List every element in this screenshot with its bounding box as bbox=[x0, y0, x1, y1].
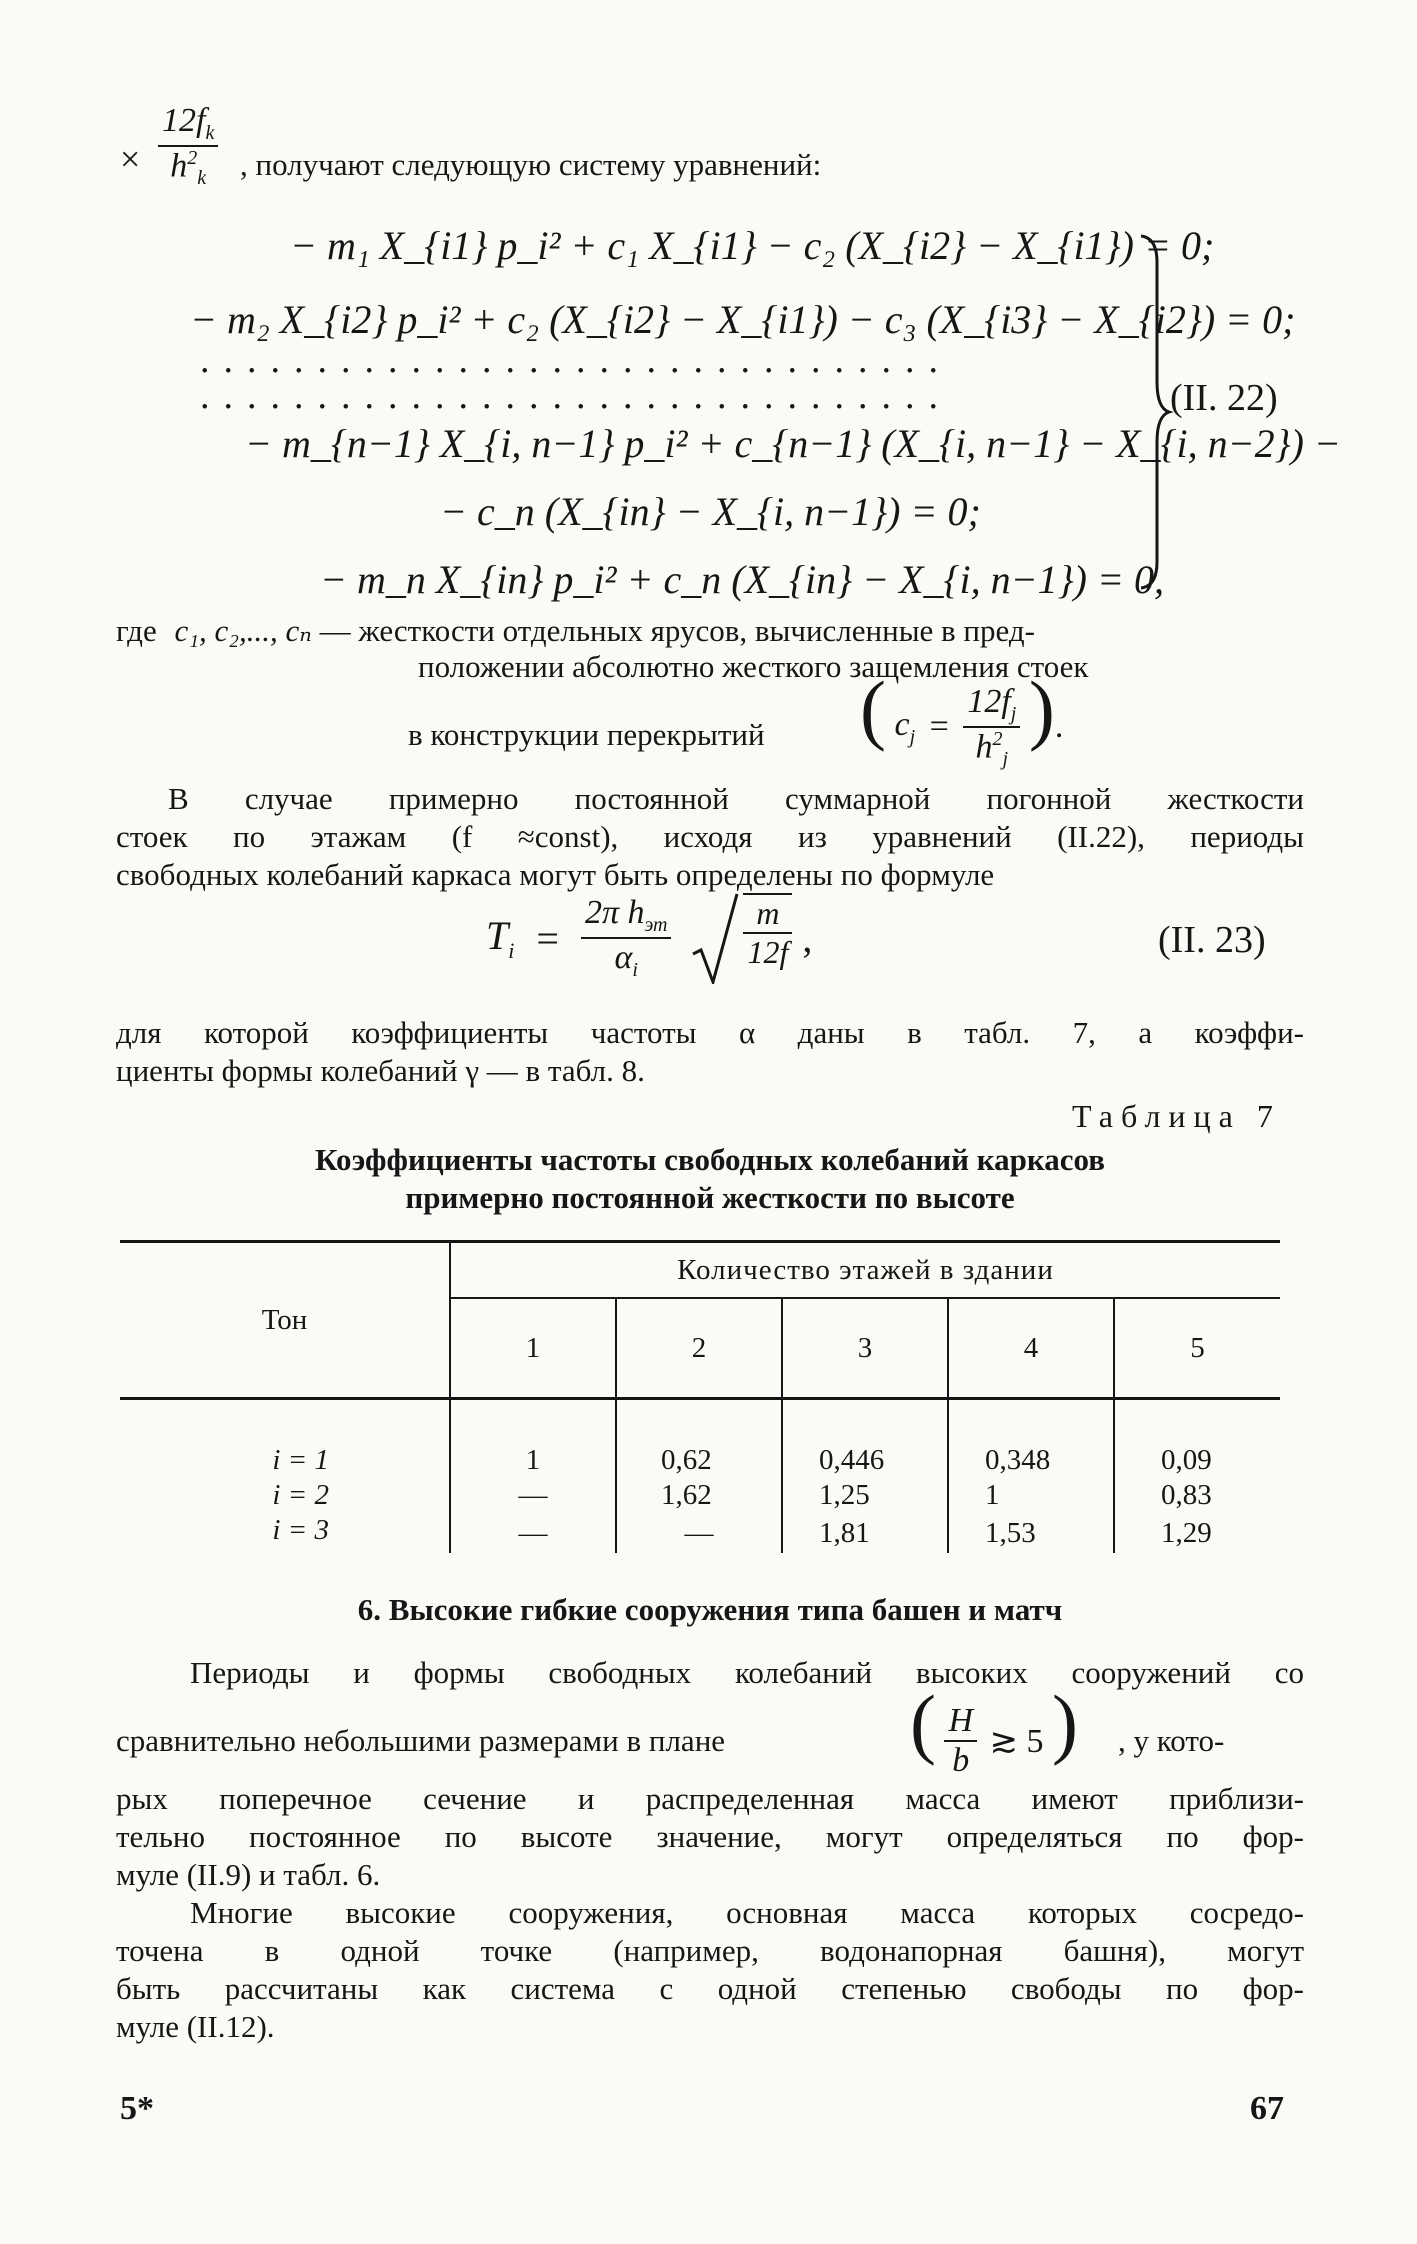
table7-cell: 0,83 bbox=[1161, 1479, 1212, 1511]
para3-line-2-left: сравнительно небольшими размерами в плане bbox=[116, 1723, 726, 1758]
system-dots-2: ................................ bbox=[200, 375, 952, 417]
system-brace bbox=[1135, 232, 1175, 592]
system-line-4: − c_n (X_{in} − X_{i, n−1}) = 0; bbox=[440, 489, 981, 534]
table7-cell: 0,09 bbox=[1161, 1444, 1212, 1476]
para4-line-2: точена в одной точке (например, водонапорная башня), могут bbox=[116, 1933, 1304, 1968]
para3-line-4: тельно постоянное по высоте значение, могут определяться по фор- bbox=[116, 1819, 1304, 1854]
table7-label: Таблица 7 bbox=[1072, 1098, 1281, 1134]
para4-line-4: муле (II.12). bbox=[116, 2009, 275, 2044]
system-dots-1: ................................ bbox=[200, 339, 952, 381]
table7-cell: 1,25 bbox=[782, 1478, 948, 1513]
page-number: 67 bbox=[1250, 2090, 1284, 2127]
table-row bbox=[120, 1399, 1280, 1479]
table7-tone-cell: i = 3 bbox=[120, 1513, 450, 1553]
table7-tone-cell: i = 2 bbox=[120, 1478, 450, 1513]
para3-line-1: Периоды и формы свободных колебаний высоких сооружений со bbox=[190, 1655, 1304, 1690]
table7-cell: — bbox=[450, 1513, 616, 1553]
table7-cell: 1 bbox=[450, 1399, 616, 1479]
para3-line-5: муле (II.9) и табл. 6. bbox=[116, 1857, 381, 1892]
table7-cell: 0,62 bbox=[616, 1399, 782, 1479]
intro-multiplier: × bbox=[120, 139, 141, 179]
table7-title-line-2: примерно постоянной жесткости по высоте bbox=[405, 1180, 1015, 1215]
para1-line-2: стоек по этажам (f ≈const), исходя из уравнений (II.22), периоды bbox=[116, 819, 1304, 854]
table7-cell: — bbox=[450, 1478, 616, 1513]
para3-line-2-right: , у кото- bbox=[1118, 1723, 1225, 1758]
para1-line-3: свободных колебаний каркаса могут быть определены по формуле bbox=[116, 857, 995, 892]
table7-floor-1: 1 bbox=[450, 1298, 616, 1399]
table7-cell: 0,348 bbox=[948, 1399, 1114, 1479]
para4-line-3: быть рассчитаны как система с одной степенью свободы по фор- bbox=[116, 1971, 1304, 2006]
system-line-3: − m_{n−1} X_{i, n−1} p_i² + c_{n−1} (X_{i, n−1} − X_{i, n−2}) − bbox=[245, 421, 1341, 466]
table7-cell: 1 bbox=[948, 1478, 1114, 1513]
formula-23: $T_i$ = $\frac{2\pi h_{эт}}{\alpha_i}$ $\frac{m}{12f}$ , bbox=[486, 894, 813, 981]
para2-line-1: для которой коэффициенты частоты α даны в табл. 7, а коэффи- bbox=[116, 1015, 1304, 1050]
para3-line-3: рых поперечное сечение и распределенная масса имеют приблизи- bbox=[116, 1781, 1304, 1816]
table7-header-tone: Тон bbox=[120, 1242, 450, 1399]
table7-floor-4: 4 bbox=[948, 1298, 1114, 1399]
intro-fraction: $\frac{12f_k}{h^2_k}$ bbox=[158, 102, 218, 190]
where-line-1: где c₁, c₂,..., cₙ — жесткости отдельных ярусов, вычисленные в пред- bbox=[116, 613, 1035, 648]
table7-floor-5: 5 bbox=[1190, 1331, 1205, 1364]
table7-cell: 1,81 bbox=[782, 1513, 948, 1553]
formula-23-number: (II. 23) bbox=[1158, 919, 1266, 961]
table7-cell: 1,29 bbox=[1161, 1516, 1212, 1549]
section-6-heading: 6. Высокие гибкие сооружения типа башен и матч bbox=[357, 1592, 1063, 1627]
table-row bbox=[120, 1513, 1280, 1553]
table7 bbox=[120, 1240, 1280, 1553]
system-line-2: − m₂ X_{i2} p_i² + c₂ (X_{i2} − X_{i1}) − c₃ (X_{i3} − X_{i2}) = 0; bbox=[190, 297, 1296, 342]
where-formula: ( $c_j$ = $\frac{12f_j}{h^2_j}$ ). bbox=[860, 665, 1064, 771]
para3-hb-formula: ( $\frac{H}{b}$ ≳ 5 ) bbox=[910, 1679, 1079, 1780]
para2-line-2: циенты формы колебаний γ — в табл. 8. bbox=[116, 1053, 645, 1088]
table7-tone-cell: i = 1 bbox=[120, 1399, 450, 1479]
where-line-3: в конструкции перекрытий bbox=[408, 717, 765, 752]
para1-line-1: В случае примерно постоянной суммарной погонной жесткости bbox=[168, 781, 1304, 816]
table-row bbox=[120, 1478, 1280, 1513]
table7-cell: 1,62 bbox=[616, 1478, 782, 1513]
table7-title-line-1: Коэффициенты частоты свободных колебаний каркасов bbox=[315, 1142, 1105, 1177]
where-line-2: положении абсолютно жесткого защемления стоек bbox=[418, 649, 1089, 684]
intro-text: , получают следующую систему уравнений: bbox=[240, 147, 822, 182]
system-line-5: − m_n X_{in} p_i² + c_n (X_{in} − X_{i, n−1}) = 0, bbox=[320, 557, 1164, 602]
system-line-1: − m₁ X_{i1} p_i² + c₁ X_{i1} − c₂ (X_{i2} − X_{i1}) = 0; bbox=[290, 223, 1215, 268]
table7-header-floors: Количество этажей в здании bbox=[450, 1242, 1280, 1299]
signature-mark: 5* bbox=[120, 2090, 154, 2127]
table7-floor-2: 2 bbox=[616, 1298, 782, 1399]
table7-cell: 1,53 bbox=[948, 1513, 1114, 1553]
table7-floor-3: 3 bbox=[782, 1298, 948, 1399]
system-equation-number: (II. 22) bbox=[1170, 377, 1278, 419]
para4-line-1: Многие высокие сооружения, основная масса которых сосредо- bbox=[190, 1895, 1304, 1930]
table7-cell: — bbox=[616, 1513, 782, 1553]
table7-cell: 0,446 bbox=[782, 1399, 948, 1479]
